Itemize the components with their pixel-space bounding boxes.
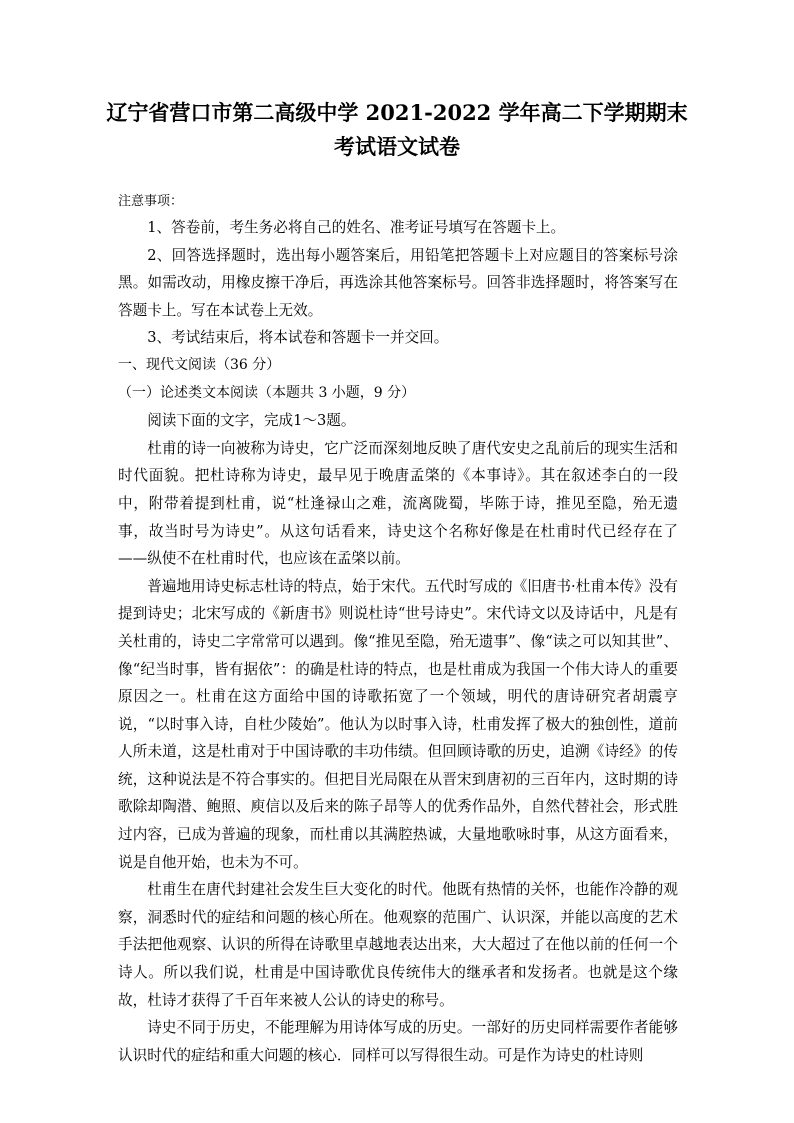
paragraph-1: 杜甫的诗一向被称为诗史，它广泛而深刻地反映了唐代安史之乱前后的现实生活和时代面貌。把杜诗称为诗史，最早见于晚唐孟棨的《本事诗》。其在叙述李白的一段中，附带着提到杜甫，说“杜逢禄山之难，流离陇蜀，毕陈于诗，推见至隐，殆无遗事，故当时号为诗史”。从这句话看来，诗史这个名称好像是在杜甫时代已经存在了——纵使不在杜甫时代，也应该在孟棨以前。 <box>118 439 678 568</box>
title-line-1: 辽宁省营口市第二高级中学 2021-2022 学年高二下学期期末 <box>106 100 688 125</box>
notice-heading: 注意事项： <box>118 194 184 209</box>
notice-item-2: 2、回答选择题时，选出每小题答案后，用铅笔把答题卡上对应题目的答案标号涂黑。如需改动，用橡皮擦干净后，再选涂其他答案标号。回答非选择题时，将答案写在答题卡上。写在本试卷上无效。 <box>118 246 678 319</box>
subsection-heading: （一）论述类文本阅读（本题共 3 小题，9 分） <box>118 384 416 401</box>
instruction: 阅读下面的文字，完成1～3题。 <box>147 412 356 430</box>
notice-item-1: 1、答卷前，考生务必将自己的姓名、准考证号填写在答题卡上。 <box>147 219 566 236</box>
exam-content <box>118 190 678 1069</box>
paragraph-4: 诗史不同于历史，不能理解为用诗体写成的历史。一部好的历史同样需要作者能够认识时代的症结和重大问题的核心．同样可以写得很生动。可是作为诗史的杜诗则 <box>118 1019 678 1064</box>
title-line-2: 考试语文试卷 <box>334 134 460 159</box>
section-heading: 一、现代文阅读（36 分） <box>118 356 281 373</box>
notice-item-3: 3、考试结束后，将本试卷和答题卡一并交回。 <box>147 329 449 347</box>
paragraph-2: 普遍地用诗史标志杜诗的特点，始于宋代。五代时写成的《旧唐书·杜甫本传》没有提到诗史；北宋写成的《新唐书》则说杜诗“世号诗史”。宋代诗文以及诗话中，凡是有关杜甫的，诗史二字常常可以遇到。像“推见至隐，殆无遗事”、像“读之可以知其世”、像“纪当时事，皆有据依”：的确是杜诗的特点，也是杜甫成为我国一个伟大诗人的重要原因之一。杜甫在这方面给中国的诗歌拓宽了一个领域，明代的唐诗研究者胡震亨说，“以时事入诗，自杜少陵始”。他认为以时事入诗，杜甫发挥了极大的独创性，道前人所未道，这是杜甫对于中国诗歌的丰功伟绩。但回顾诗歌的历史，追溯《诗经》的传统，这种说法是不符合事实的。但把目光局限在从晋宋到唐初的三百年内，这时期的诗歌除却陶潜、鲍照、庾信以及后来的陈子昂等人的优秀作品外，自然代替社会，形式胜过内容，已成为普遍的现象，而杜甫以其满腔热诚，大量地歌咏时事，从这方面看来，说是自他开始，也未为不可。 <box>118 577 678 871</box>
paragraph-3: 杜甫生在唐代封建社会发生巨大变化的时代。他既有热情的关怀，也能作冷静的观察，洞悉时代的症结和问题的核心所在。他观察的范围广、认识深，并能以高度的艺术手法把他观察、认识的所得在诗歌里卓越地表达出来，大大超过了在他以前的任何一个诗人。所以我们说，杜甫是中国诗歌优良传统伟大的继承者和发扬者。也就是这个缘故，杜诗才获得了千百年来被人公认的诗史的称号。 <box>118 881 678 1009</box>
